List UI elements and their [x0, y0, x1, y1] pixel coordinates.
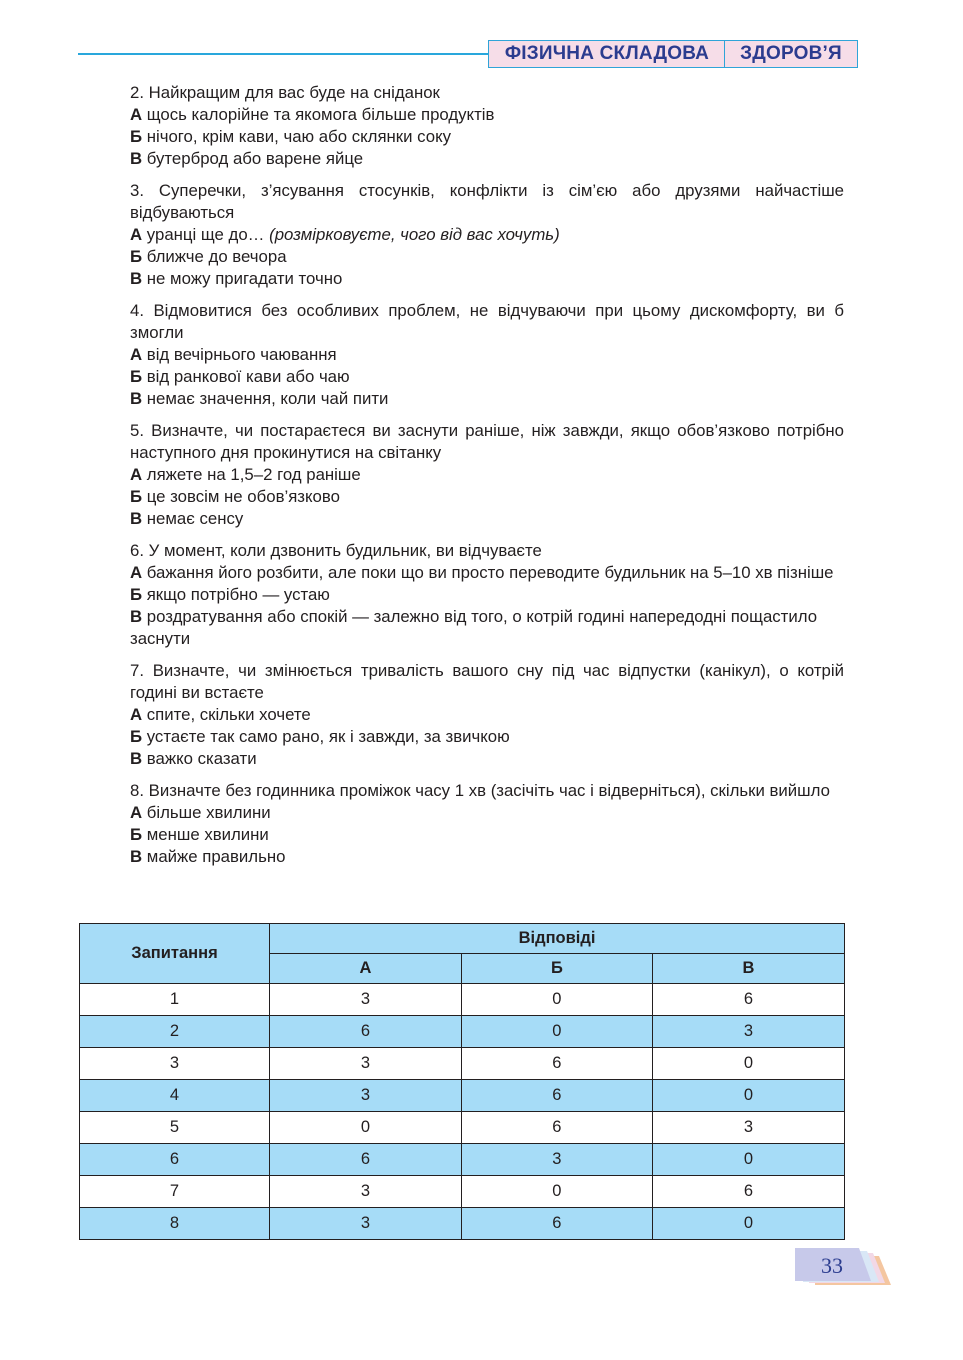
option-text: немає значення, коли чай пити [142, 389, 389, 408]
question-number-cell: 1 [80, 984, 270, 1016]
question-number-cell: 8 [80, 1208, 270, 1240]
option-letter: Б [130, 127, 143, 146]
answer-option [130, 704, 844, 726]
table-header-option-b: Б [461, 954, 652, 984]
option-letter: В [130, 847, 143, 866]
section-subtitle: ЗДОРОВ’Я [724, 40, 858, 68]
question-block [130, 180, 844, 290]
option-text: ляжете на 1,5–2 год раніше [142, 465, 361, 484]
score-cell: 0 [652, 1208, 844, 1240]
answer-option [130, 464, 844, 486]
answer-option [130, 824, 844, 846]
option-letter: Б [130, 367, 143, 386]
table-row [80, 1208, 845, 1240]
option-letter: Б [130, 487, 143, 506]
table-header-option-a: А [270, 954, 462, 984]
answer-option [130, 508, 844, 530]
option-letter: В [130, 607, 143, 626]
score-cell: 6 [461, 1208, 652, 1240]
page-number: 33 [821, 1253, 843, 1278]
option-letter: В [130, 749, 143, 768]
score-cell: 0 [461, 1016, 652, 1048]
table-row [80, 1080, 845, 1112]
score-cell: 0 [652, 1144, 844, 1176]
option-text: менше хвилини [142, 825, 269, 844]
option-text: нічого, крім кави, чаю або склянки соку [142, 127, 452, 146]
header-rule [78, 53, 488, 55]
score-cell: 3 [270, 984, 462, 1016]
option-text: важко сказати [142, 749, 257, 768]
table-row [80, 1048, 845, 1080]
option-letter: Б [130, 727, 143, 746]
answer-option [130, 388, 844, 410]
option-text: бажання його розбити, але поки що ви просто переводите будильник на 5–10 хв пізніше [142, 563, 834, 582]
option-text: від ранкової кави або чаю [142, 367, 350, 386]
option-letter: А [130, 345, 143, 364]
option-text: якщо потрібно — устаю [142, 585, 330, 604]
score-cell: 0 [652, 1080, 844, 1112]
question-text: 8. Визначте без годинника проміжок часу 1 хв (засічіть час і відверніться), скільки вийшло [130, 781, 830, 800]
score-cell: 0 [652, 1048, 844, 1080]
score-cell: 6 [270, 1144, 462, 1176]
answer-option [130, 726, 844, 748]
score-cell: 3 [270, 1176, 462, 1208]
table-header-question: Запитання [80, 924, 270, 984]
table-row [80, 1144, 845, 1176]
answers-table [79, 923, 845, 1240]
score-cell: 3 [270, 1080, 462, 1112]
question-text: 6. У момент, коли дзвонить будильник, ви відчуваєте [130, 541, 542, 560]
option-text: спите, скільки хочете [142, 705, 311, 724]
option-text: це зовсім не обов’язково [142, 487, 340, 506]
option-letter: Б [130, 825, 143, 844]
question-text: 3. Суперечки, з’ясування стосунків, конфлікти із сім’єю або друзями найчастіше відбуваються [130, 181, 844, 222]
question-number-cell: 5 [80, 1112, 270, 1144]
option-text: не можу пригадати точно [142, 269, 343, 288]
option-letter: А [130, 225, 143, 244]
question-block [130, 82, 844, 170]
question-number-cell: 3 [80, 1048, 270, 1080]
answer-option [130, 224, 844, 246]
question-text: 5. Визначте, чи постараєтеся ви заснути раніше, ніж завжди, якщо обов’язково потрібно наступного дня прокинутися на світанку [130, 421, 844, 462]
score-cell: 0 [461, 1176, 652, 1208]
option-letter: Б [130, 585, 143, 604]
option-letter: А [130, 465, 143, 484]
score-cell: 6 [270, 1016, 462, 1048]
answer-option [130, 606, 844, 650]
table-row [80, 1112, 845, 1144]
question-text: 2. Найкращим для вас буде на сніданок [130, 83, 440, 102]
option-text: щось калорійне та якомога більше продуктів [142, 105, 495, 124]
option-letter: В [130, 269, 143, 288]
answer-option [130, 366, 844, 388]
answer-option [130, 748, 844, 770]
question-block [130, 660, 844, 770]
option-text: більше хвилини [142, 803, 271, 822]
question-block [130, 420, 844, 530]
question-block [130, 780, 844, 868]
question-number-cell: 6 [80, 1144, 270, 1176]
score-cell: 3 [270, 1208, 462, 1240]
score-cell: 0 [270, 1112, 462, 1144]
table-header-answers: Відповіді [270, 924, 845, 954]
table-row [80, 1016, 845, 1048]
score-cell: 3 [652, 1112, 844, 1144]
answer-option [130, 584, 844, 606]
section-title: ФІЗИЧНА СКЛАДОВА [488, 40, 726, 68]
option-letter: А [130, 705, 143, 724]
option-text: немає сенсу [142, 509, 244, 528]
answer-option [130, 486, 844, 508]
answer-option [130, 802, 844, 824]
option-text: майже правильно [142, 847, 286, 866]
answer-option [130, 562, 844, 584]
answer-option [130, 148, 844, 170]
option-text: устаєте так само рано, як і завжди, за звичкою [142, 727, 510, 746]
questionnaire-body [130, 82, 844, 878]
answer-option [130, 344, 844, 366]
question-block [130, 300, 844, 410]
table-header-option-v: В [652, 954, 844, 984]
question-text: 7. Визначте, чи змінюється тривалість вашого сну під час відпустки (канікул), о котрій годині ви встаєте [130, 661, 844, 702]
option-letter: В [130, 149, 143, 168]
question-number-cell: 2 [80, 1016, 270, 1048]
option-note: (розмірковуєте, чого від вас хочуть) [269, 225, 560, 244]
answer-option [130, 846, 844, 868]
score-cell: 6 [461, 1048, 652, 1080]
score-cell: 3 [652, 1016, 844, 1048]
option-letter: А [130, 105, 143, 124]
score-cell: 6 [461, 1080, 652, 1112]
option-letter: Б [130, 247, 143, 266]
score-cell: 6 [652, 984, 844, 1016]
answer-option [130, 246, 844, 268]
option-text: від вечірнього чаювання [142, 345, 337, 364]
option-text: ближче до вечора [142, 247, 287, 266]
table-row [80, 1176, 845, 1208]
score-cell: 3 [270, 1048, 462, 1080]
question-number-cell: 4 [80, 1080, 270, 1112]
score-cell: 6 [652, 1176, 844, 1208]
answer-option [130, 126, 844, 148]
option-letter: В [130, 389, 143, 408]
option-text: роздратування або спокій — залежно від того, о котрій годині напередодні пощастило заснути [130, 607, 822, 648]
option-text: бутерброд або варене яйце [142, 149, 364, 168]
option-letter: А [130, 803, 143, 822]
question-block [130, 540, 844, 650]
score-cell: 6 [461, 1112, 652, 1144]
question-text: 4. Відмовитися без особливих проблем, не відчуваючи при цьому дискомфорту, ви б змогли [130, 301, 844, 342]
option-text: уранці ще до… [142, 225, 270, 244]
option-letter: А [130, 563, 143, 582]
answer-option [130, 268, 844, 290]
question-number-cell: 7 [80, 1176, 270, 1208]
table-row [80, 984, 845, 1016]
answer-option [130, 104, 844, 126]
score-cell: 0 [461, 984, 652, 1016]
score-cell: 3 [461, 1144, 652, 1176]
option-letter: В [130, 509, 143, 528]
